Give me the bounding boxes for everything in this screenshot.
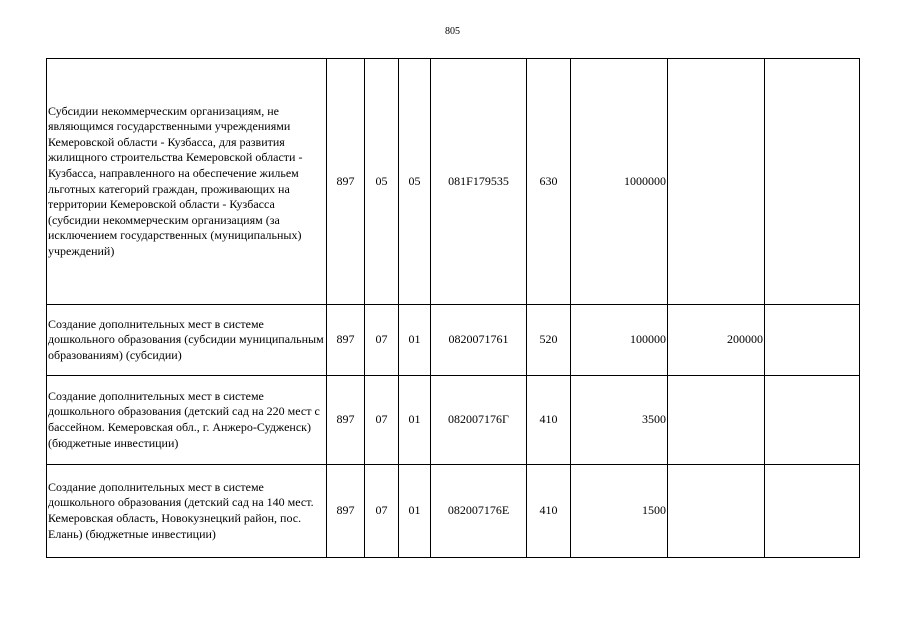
table-row — [47, 465, 860, 558]
subsection-code: 01 — [399, 465, 431, 558]
subsection-code: 05 — [399, 59, 431, 305]
subsection-code: 01 — [399, 376, 431, 465]
row-description: Создание дополнительных мест в системе дошкольного образования (субсидии муниципальным образованиям) (субсидии) — [47, 305, 327, 376]
amount-3 — [765, 465, 860, 558]
row-description: Субсидии некоммерческим организациям, не являющимся государственными учреждениями Кемеровской области - Кузбасса, для развития жилищного строительства Кемеровской области - Кузбасса, направленного на обеспечение жильем льготных категорий граждан, проживающих на территории Кемеровской области - Кузбасса (субсидии некоммерческим организациям (за исключением государственных (муниципальных) учреждений) — [47, 59, 327, 305]
amount-2: 200000 — [668, 305, 765, 376]
row-description: Создание дополнительных мест в системе дошкольного образования (детский сад на 220 мест с бассейном. Кемеровская обл., г. Анжеро-Судженск) (бюджетные инвестиции) — [47, 376, 327, 465]
amount-2 — [668, 59, 765, 305]
section-code: 05 — [365, 59, 399, 305]
expense-type-code: 410 — [527, 465, 571, 558]
table-row — [47, 376, 860, 465]
table-row — [47, 305, 860, 376]
grbs-code: 897 — [327, 59, 365, 305]
amount-3 — [765, 376, 860, 465]
target-article-code: 0820071761 — [431, 305, 527, 376]
grbs-code: 897 — [327, 305, 365, 376]
amount-1: 1000000 — [571, 59, 668, 305]
amount-1: 1500 — [571, 465, 668, 558]
row-description: Создание дополнительных мест в системе дошкольного образования (детский сад на 140 мест. Кемеровская область, Новокузнецкий район, пос. Елань) (бюджетные инвестиции) — [47, 465, 327, 558]
amount-3 — [765, 305, 860, 376]
page-number: 805 — [445, 26, 460, 37]
section-code: 07 — [365, 465, 399, 558]
amount-2 — [668, 376, 765, 465]
target-article-code: 081F179535 — [431, 59, 527, 305]
target-article-code: 082007176Г — [431, 376, 527, 465]
section-code: 07 — [365, 376, 399, 465]
expense-type-code: 520 — [527, 305, 571, 376]
amount-2 — [668, 465, 765, 558]
table-row — [47, 59, 860, 305]
grbs-code: 897 — [327, 376, 365, 465]
amount-3 — [765, 59, 860, 305]
target-article-code: 082007176Е — [431, 465, 527, 558]
amount-1: 3500 — [571, 376, 668, 465]
section-code: 07 — [365, 305, 399, 376]
budget-table — [46, 58, 860, 558]
expense-type-code: 630 — [527, 59, 571, 305]
expense-type-code: 410 — [527, 376, 571, 465]
amount-1: 100000 — [571, 305, 668, 376]
subsection-code: 01 — [399, 305, 431, 376]
grbs-code: 897 — [327, 465, 365, 558]
